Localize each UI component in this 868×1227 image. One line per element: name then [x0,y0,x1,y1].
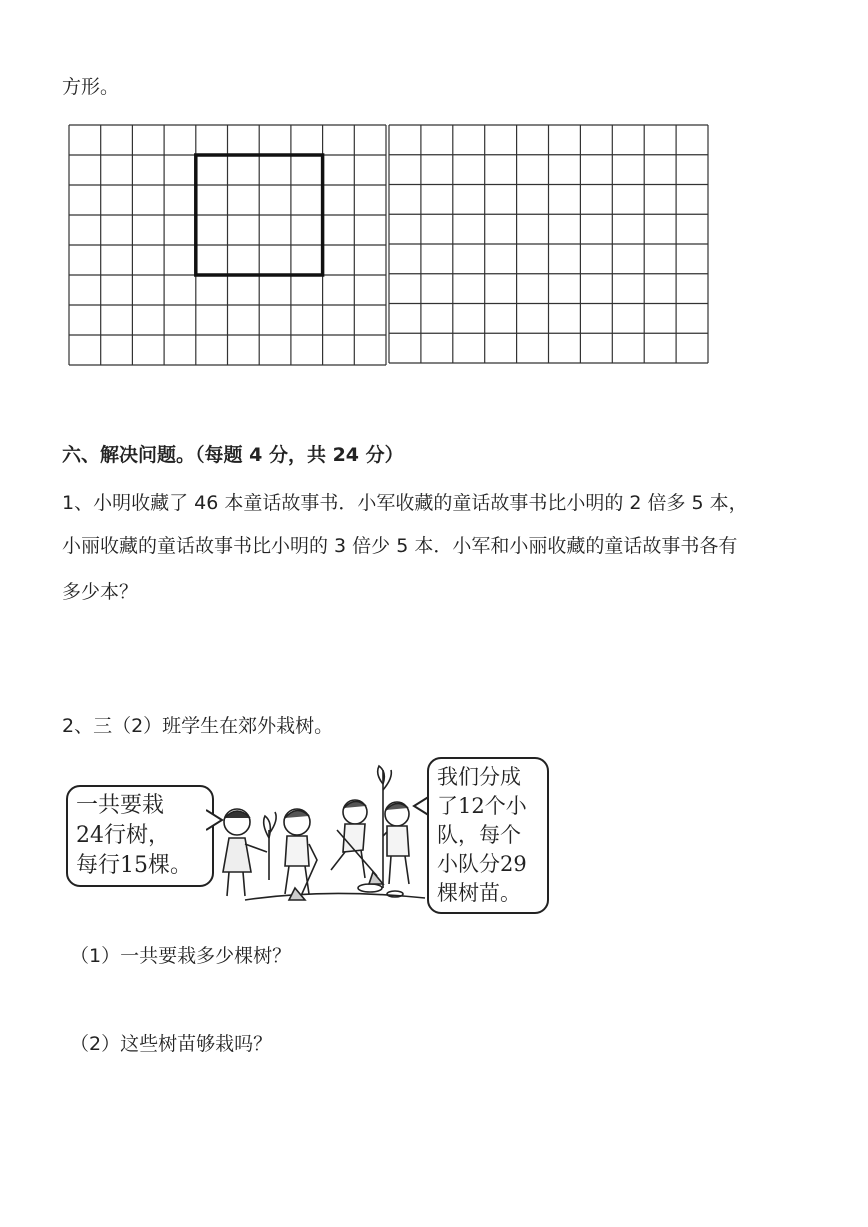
sub-question-2: （2）这些树苗够栽吗？ [70,1033,273,1055]
children-planting-trees-illustration [205,760,435,910]
question-1-line-2: 小丽收藏的童话故事书比小明的 3 倍少 5 本．小军和小丽收藏的童话故事书各有 [62,535,738,557]
left-bubble-line: 每行15棵。 [76,853,192,878]
left-speech-bubble [66,785,214,887]
sub-question-1: （1）一共要栽多少棵树？ [70,945,292,967]
section-score-note: （每题 4 分，共 24 分） [195,444,404,466]
right-bubble-line: 队，每个 [437,823,521,847]
right-bubble-line: 小队分29 [437,852,527,876]
right-speech-bubble [427,757,549,914]
right-bubble-line: 了12个小 [437,794,527,818]
left-bubble-line: 一共要栽 [76,793,165,818]
right-bubble-line: 棵树苗。 [437,881,521,905]
question-1-line-1: 1、小明收藏了 46 本童话故事书．小军收藏的童话故事书比小明的 2 倍多 5 本， [62,492,748,514]
left-grid [68,124,388,368]
section-heading [62,440,404,467]
left-bubble-line: 24行树， [76,823,170,848]
right-bubble-line: 我们分成 [437,765,521,789]
question-1-line-3: 多少本？ [62,581,139,603]
right-grid [388,124,710,366]
question-2-title: 2、三（2）班学生在郊外栽树。 [62,715,334,737]
section-title: 六、解决问题。 [62,444,196,466]
intro-tail-text: 方形。 [62,76,120,98]
